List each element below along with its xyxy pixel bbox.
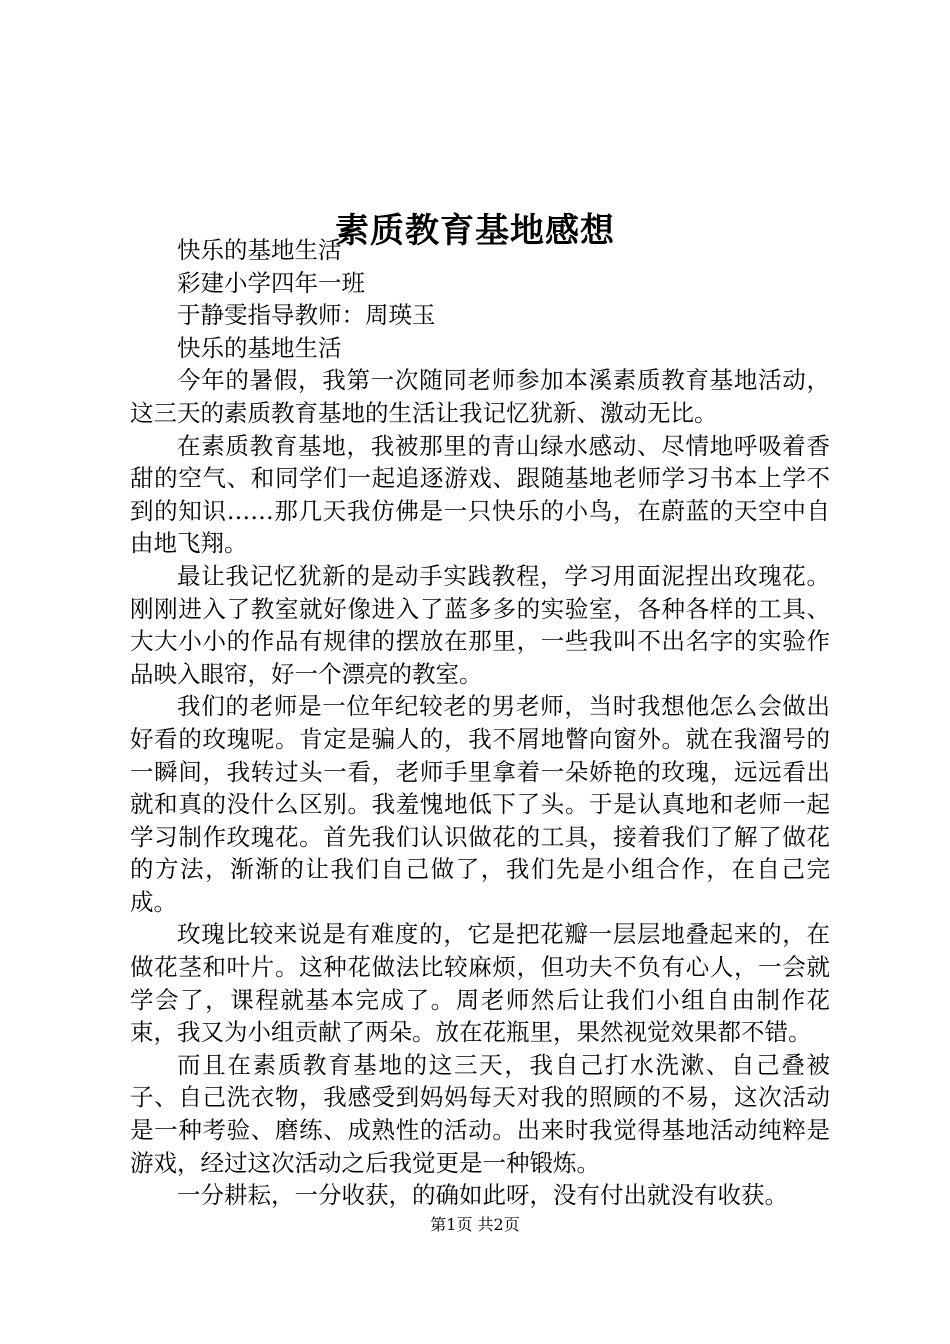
paragraph: 快乐的基地生活 [177, 333, 342, 362]
paragraph: 于静雯指导教师：周瑛玉 [177, 301, 436, 330]
paragraph: 一分耕耘，一分收获，的确如此呀，没有付出就没有收获。 [177, 1181, 788, 1210]
paragraph: 今年的暑假，我第一次随同老师参加本溪素质教育基地活动，这三天的素质教育基地的生活让我记忆犹新、激动无比。 [130, 366, 830, 427]
document-body [130, 234, 830, 1212]
paragraph: 在素质教育基地，我被那里的青山绿水感动、尽情地呼吸着香甜的空气、和同学们一起追逐游戏、跟随基地老师学习书本上学不到的知识……那几天我仿佛是一只快乐的小鸟，在蔚蓝的天空中自由地飞翔。 [130, 431, 830, 558]
paragraph: 最让我记忆犹新的是动手实践教程，学习用面泥捏出玫瑰花。刚刚进入了教室就好像进入了蓝多多的实验室，各种各样的工具、大大小小的作品有规律的摆放在那里，一些我叫不出名字的实验作品映入眼帘，好一个漂亮的教室。 [130, 561, 830, 688]
paragraph: 而且在素质教育基地的这三天，我自己打水洗漱、自己叠被子、自己洗衣物，我感受到妈妈每天对我的照顾的不易，这次活动是一种考验、磨练、成熟性的活动。出来时我觉得基地活动纯粹是游戏，经过这次活动之后我觉更是一种锻炼。 [130, 1050, 830, 1177]
paragraph: 快乐的基地生活 [177, 236, 342, 264]
paragraph: 彩建小学四年一班 [177, 268, 365, 297]
page-footer [0, 1213, 950, 1237]
document-title: 素质教育基地感想 [335, 210, 615, 251]
paragraph: 我们的老师是一位年纪较老的男老师，当时我想他怎么会做出好看的玫瑰呢。肯定是骗人的，我不屑地瞥向窗外。就在我溜号的一瞬间，我转过头一看，老师手里拿着一朵娇艳的玫瑰，远远看出就和真的没什么区别。我羞愧地低下了头。于是认真地和老师一起学习制作玫瑰花。首先我们认识做花的工具，接着我们了解了做花的方法，渐渐的让我们自己做了，我们先是小组合作，在自己完成。 [130, 692, 830, 916]
paragraph: 玫瑰比较来说是有难度的，它是把花瓣一层层地叠起来的，在做花茎和叶片。这种花做法比较麻烦，但功夫不负有心人，一会就学会了，课程就基本完成了。周老师然后让我们小组自由制作花束，我又为小组贡献了两朵。放在花瓶里，果然视觉效果都不错。 [130, 920, 830, 1047]
page-indicator: 第1页 共2页 [430, 1215, 520, 1234]
